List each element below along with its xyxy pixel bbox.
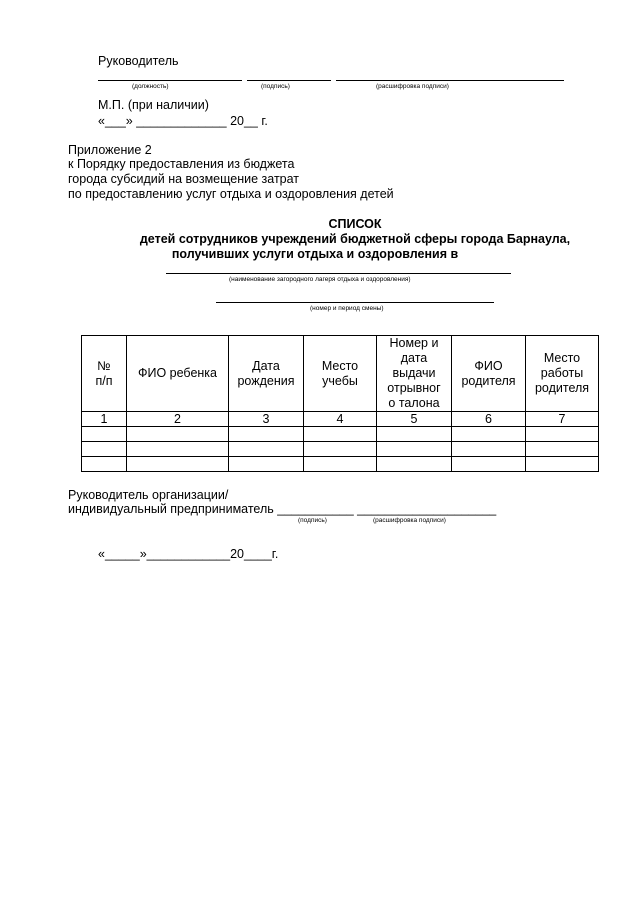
table-cell[interactable] [526,442,599,457]
header-birth-date: Дата рождения [229,336,304,412]
table-cell[interactable] [82,457,127,472]
table-cell[interactable] [452,442,526,457]
title-list: СПИСОК [328,217,382,231]
table-header-row [82,336,599,412]
col-number-2: 2 [127,412,229,427]
position-line [98,80,242,81]
table-cell[interactable] [304,427,377,442]
caption-camp: (наименование загородного лагеря отдыха и оздоровления) [229,276,411,283]
appendix-line-3: города субсидий на возмещение затрат [68,172,300,186]
header-child-name: ФИО ребенка [127,336,229,412]
table-cell[interactable] [229,427,304,442]
decoding-line [336,80,564,81]
top-date-line: «___» _____________ 20__ г. [98,114,268,128]
table-cell[interactable] [82,442,127,457]
table-cell[interactable] [526,457,599,472]
table-row [82,442,599,457]
table-cell[interactable] [526,427,599,442]
signature-line [247,80,331,81]
bottom-date-line: «_____»____________20____г. [98,547,279,561]
camp-name-line [166,273,511,274]
table-cell[interactable] [127,442,229,457]
col-number-5: 5 [377,412,452,427]
header-study-place: Место учебы [304,336,377,412]
table-cell[interactable] [127,427,229,442]
header-voucher: Номер и дата выдачи отрывног о талона [377,336,452,412]
title-subtitle: детей сотрудников учреждений бюджетной сферы города Барнаула, [139,232,571,246]
header-number: № п/п [82,336,127,412]
table-number-row [82,412,599,427]
table-cell[interactable] [377,442,452,457]
shift-line [216,302,494,303]
children-table [81,335,599,472]
stamp-line: М.П. (при наличии) [98,98,209,112]
col-number-4: 4 [304,412,377,427]
table-cell[interactable] [304,442,377,457]
col-number-1: 1 [82,412,127,427]
org-head-line-2: индивидуальный предприниматель ___________ ____________________ [68,502,497,516]
org-head-line-1: Руководитель организации/ [68,488,229,502]
bottom-caption-signature: (подпись) [298,517,327,524]
table-row [82,457,599,472]
table-cell[interactable] [452,427,526,442]
appendix-line-4: по предоставлению услуг отдыха и оздоровления детей [68,187,394,201]
caption-shift: (номер и период смены) [310,305,384,312]
table-cell[interactable] [304,457,377,472]
table-cell[interactable] [127,457,229,472]
title-subtitle-2: получивших услуги отдыха и оздоровления в [171,247,459,261]
appendix-line-1: Приложение 2 [68,143,152,157]
table-cell[interactable] [377,427,452,442]
header-parent-work: Место работы родителя [526,336,599,412]
table-cell[interactable] [229,457,304,472]
caption-signature: (подпись) [261,83,290,90]
table-cell[interactable] [82,427,127,442]
table-cell[interactable] [452,457,526,472]
bottom-caption-decoding: (расшифровка подписи) [373,517,446,524]
table-cell[interactable] [377,457,452,472]
table-row [82,427,599,442]
caption-decoding: (расшифровка подписи) [376,83,449,90]
header-parent-name: ФИО родителя [452,336,526,412]
appendix-line-2: к Порядку предоставления из бюджета [68,157,295,171]
col-number-7: 7 [526,412,599,427]
head-label: Руководитель [98,54,179,68]
col-number-3: 3 [229,412,304,427]
caption-position: (должность) [132,83,169,90]
table-cell[interactable] [229,442,304,457]
col-number-6: 6 [452,412,526,427]
